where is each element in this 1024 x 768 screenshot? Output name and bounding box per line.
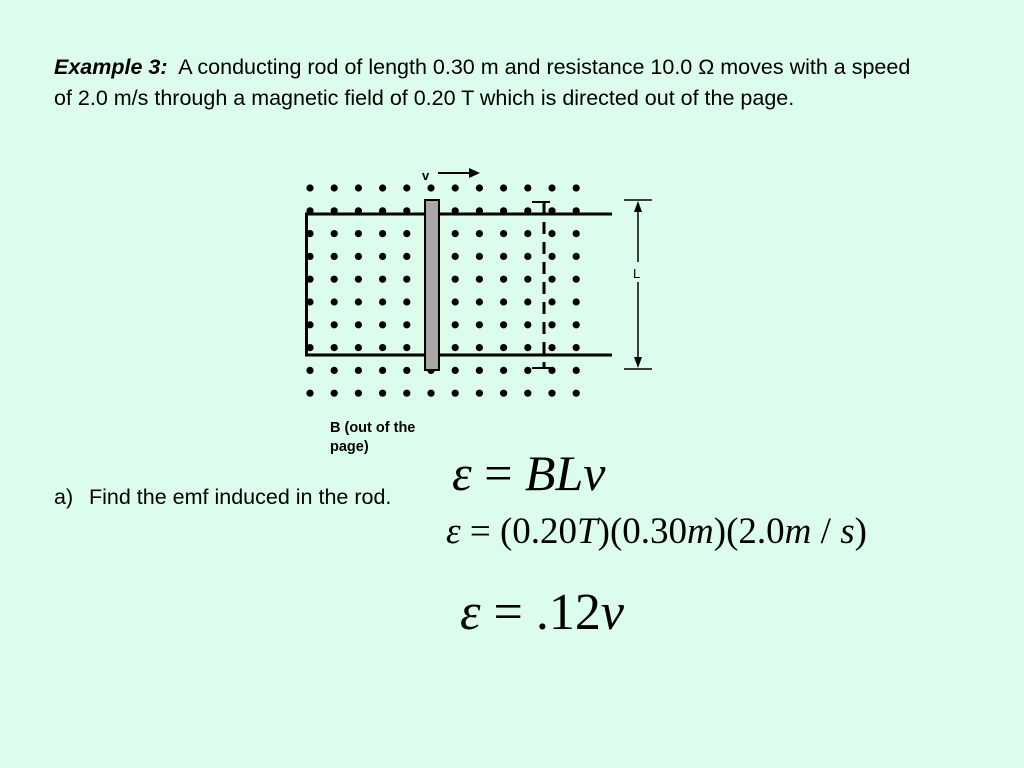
field-dot — [379, 184, 386, 191]
field-dot — [427, 390, 434, 397]
field-dot — [452, 184, 459, 191]
field-dot — [476, 298, 483, 305]
field-dot — [452, 390, 459, 397]
field-dot — [524, 253, 531, 260]
field-dot — [331, 321, 338, 328]
field-dot — [355, 321, 362, 328]
field-dot — [403, 253, 410, 260]
field-dot — [548, 298, 555, 305]
emf-symbol: ε — [446, 511, 461, 552]
closing-paren: ) — [854, 511, 867, 552]
equals-sign: = — [484, 445, 513, 501]
field-dot — [548, 276, 555, 283]
field-dot — [403, 298, 410, 305]
unit-meter: m — [784, 511, 812, 552]
field-dot — [500, 321, 507, 328]
emf-result — [460, 583, 624, 642]
field-dot — [524, 321, 531, 328]
problem-text: A conducting rod of length 0.30 m and resistance 10.0 Ω moves with a speed of 2.0 m/s through a magnetic field of 0.20 T which is directed out of the page. — [54, 55, 911, 110]
field-dot — [403, 344, 410, 351]
field-dot — [306, 367, 313, 374]
field-dot — [476, 253, 483, 260]
field-dot — [548, 321, 555, 328]
question-text: Find the emf induced in the rod. — [89, 485, 392, 509]
factor-length: )(0.30 — [597, 511, 688, 552]
field-dot — [548, 253, 555, 260]
result-unit: v — [600, 584, 624, 641]
formula-rhs: BLv — [524, 445, 606, 501]
factor-speed: )(2.0 — [713, 511, 785, 552]
field-dot — [500, 390, 507, 397]
field-dot — [379, 344, 386, 351]
field-dot — [524, 230, 531, 237]
velocity-arrow — [438, 168, 480, 178]
velocity-label: v — [422, 168, 430, 183]
field-dot — [476, 390, 483, 397]
equals-sign: = — [493, 584, 523, 641]
field-dot — [355, 276, 362, 283]
conducting-rod — [425, 200, 439, 370]
field-dot — [573, 344, 580, 351]
field-dot — [548, 230, 555, 237]
slash: / — [811, 511, 841, 552]
field-dot — [573, 253, 580, 260]
field-dot — [524, 298, 531, 305]
length-dimension — [624, 200, 652, 369]
field-dot — [403, 230, 410, 237]
emf-symbol: ε — [460, 584, 481, 641]
field-dot — [573, 276, 580, 283]
emf-formula — [452, 444, 605, 502]
factor-field: (0.20 — [499, 511, 578, 552]
result-value: .12 — [535, 584, 601, 641]
question-marker: a) — [54, 485, 74, 509]
unit-tesla: T — [577, 511, 598, 552]
field-dot — [573, 298, 580, 305]
example-label: Example 3: — [54, 55, 168, 79]
field-dot — [476, 344, 483, 351]
field-dot — [403, 321, 410, 328]
field-dot — [548, 344, 555, 351]
field-dot — [573, 184, 580, 191]
field-dot — [355, 344, 362, 351]
field-dot — [573, 390, 580, 397]
field-dot — [379, 321, 386, 328]
field-dot — [427, 184, 434, 191]
field-dot — [355, 230, 362, 237]
field-dot — [403, 184, 410, 191]
field-dot — [355, 253, 362, 260]
field-dot — [355, 390, 362, 397]
field-dot — [331, 390, 338, 397]
field-dot — [476, 367, 483, 374]
field-dot — [355, 367, 362, 374]
length-label: L — [633, 266, 641, 281]
field-dot — [403, 367, 410, 374]
field-dot — [500, 298, 507, 305]
field-dot — [524, 390, 531, 397]
rod-next-position — [532, 202, 550, 368]
field-dot — [500, 230, 507, 237]
field-dot — [476, 184, 483, 191]
field-dot — [500, 253, 507, 260]
field-dot — [355, 184, 362, 191]
field-dot — [306, 390, 313, 397]
emf-symbol: ε — [452, 445, 472, 501]
field-dot — [379, 298, 386, 305]
field-dot — [524, 367, 531, 374]
field-dot — [331, 298, 338, 305]
field-dot — [379, 367, 386, 374]
field-dot — [452, 230, 459, 237]
field-dot — [452, 276, 459, 283]
field-dot — [573, 367, 580, 374]
unit-second: s — [840, 511, 855, 552]
field-dot — [573, 230, 580, 237]
field-dot — [355, 298, 362, 305]
field-dot — [403, 276, 410, 283]
field-dot — [452, 321, 459, 328]
field-dot — [548, 390, 555, 397]
field-dot — [331, 253, 338, 260]
field-dot — [306, 184, 313, 191]
field-dot — [476, 276, 483, 283]
field-dot — [331, 230, 338, 237]
emf-substitution — [446, 510, 867, 553]
field-dot — [476, 321, 483, 328]
field-dot — [500, 367, 507, 374]
field-dot — [379, 230, 386, 237]
field-dot — [331, 184, 338, 191]
field-dot — [500, 344, 507, 351]
field-dot — [573, 321, 580, 328]
magnetic-field-dots — [306, 184, 579, 396]
field-dot — [524, 344, 531, 351]
field-dot — [500, 184, 507, 191]
field-dot — [524, 184, 531, 191]
field-dot — [379, 390, 386, 397]
field-dot — [452, 298, 459, 305]
field-dot — [452, 344, 459, 351]
field-dot — [331, 276, 338, 283]
field-dot — [331, 344, 338, 351]
unit-meter: m — [687, 511, 714, 552]
field-dot — [379, 253, 386, 260]
equals-sign: = — [469, 511, 491, 552]
field-dot — [548, 184, 555, 191]
field-dot — [403, 390, 410, 397]
field-dot — [476, 230, 483, 237]
field-dot — [452, 367, 459, 374]
field-dot — [500, 276, 507, 283]
field-dot — [331, 367, 338, 374]
field-dot — [452, 253, 459, 260]
field-dot — [524, 276, 531, 283]
field-label: B (out of the page) — [330, 420, 416, 455]
field-dot — [379, 276, 386, 283]
